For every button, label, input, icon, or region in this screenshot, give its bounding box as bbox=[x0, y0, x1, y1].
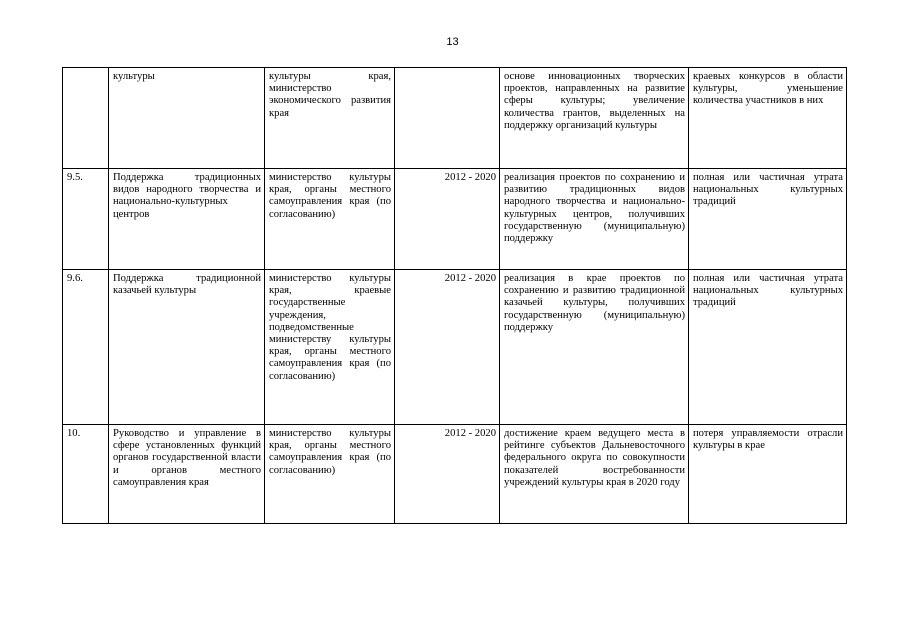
cell-expected-result: основе инновационных творческих проектов, направленных на развитие сферы культуры; увеличение количества грантов, выделенных на поддержку организаций культуры bbox=[500, 68, 689, 169]
cell-number: 9.5. bbox=[63, 169, 109, 270]
page-number: 13 bbox=[446, 36, 459, 48]
cell-executor: министерство культуры края, краевые государственные учреждения, подведомственные министерству культуры края, органы местного самоуправления края (по согласованию) bbox=[265, 270, 395, 425]
cell-consequence: потеря управляемости отрасли культуры в крае bbox=[689, 425, 847, 524]
cell-number: 10. bbox=[63, 425, 109, 524]
cell-measure-name: Поддержка традиционных видов народного творчества и национально-культурных центров bbox=[109, 169, 265, 270]
table-row bbox=[63, 425, 847, 524]
cell-consequence: краевых конкурсов в области культуры, уменьшение количества участников в них bbox=[689, 68, 847, 169]
cell-executor: министерство культуры края, органы местного самоуправления края (по согласованию) bbox=[265, 169, 395, 270]
cell-period bbox=[395, 68, 500, 169]
cell-consequence: полная или частичная утрата национальных культурных традиций bbox=[689, 169, 847, 270]
cell-measure-name: Руководство и управление в сфере установленных функций органов государственной власти и органов местного самоуправления края bbox=[109, 425, 265, 524]
cell-executor: культуры края, министерство экономического развития края bbox=[265, 68, 395, 169]
cell-number: 9.6. bbox=[63, 270, 109, 425]
cell-expected-result: достижение краем ведущего места в рейтинге субъектов Дальневосточного федерального округа по совокупности показателей востребованности учреждений культуры края в 2020 году bbox=[500, 425, 689, 524]
cell-measure-name: Поддержка традиционной казачьей культуры bbox=[109, 270, 265, 425]
cell-number bbox=[63, 68, 109, 169]
cell-measure-name: культуры bbox=[109, 68, 265, 169]
cell-period: 2012 - 2020 bbox=[395, 169, 500, 270]
cell-consequence: полная или частичная утрата национальных культурных традиций bbox=[689, 270, 847, 425]
cell-executor: министерство культуры края, органы местного самоуправления края (по согласованию) bbox=[265, 425, 395, 524]
table-row bbox=[63, 270, 847, 425]
cell-period: 2012 - 2020 bbox=[395, 270, 500, 425]
cell-expected-result: реализация проектов по сохранению и развитию традиционных видов народного творчества и национально-культурных центров, получивших государственную (муниципальную) поддержку bbox=[500, 169, 689, 270]
table-row bbox=[63, 68, 847, 169]
cell-expected-result: реализация в крае проектов по сохранению и развитию традиционной казачьей культуры, получивших государственную (муниципальную) поддержку bbox=[500, 270, 689, 425]
program-measures-table bbox=[62, 67, 847, 524]
cell-period: 2012 - 2020 bbox=[395, 425, 500, 524]
table-row bbox=[63, 169, 847, 270]
